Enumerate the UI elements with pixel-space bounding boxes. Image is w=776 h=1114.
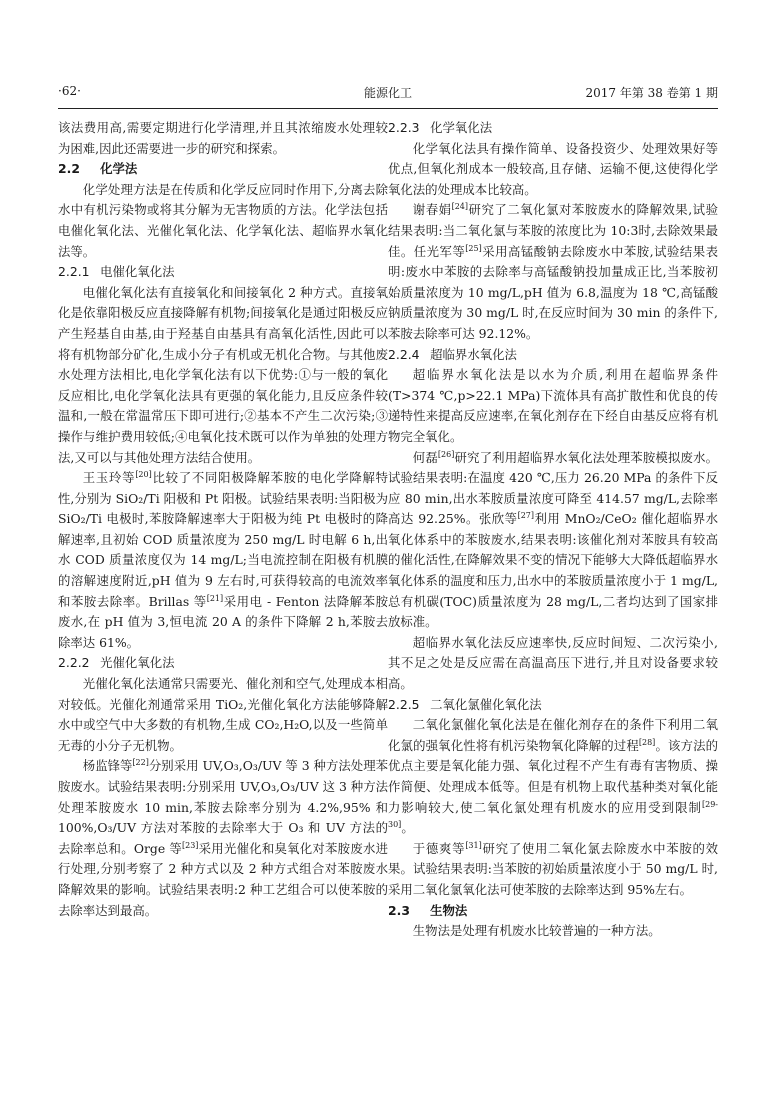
- journal-name: 能源化工: [363, 86, 412, 100]
- citation-20: [20]: [135, 469, 152, 479]
- section-heading-2-2: 2.2 化学法: [58, 161, 138, 177]
- paragraph-electrocatalysis-studies: 王玉玲等[20]比较了不同阳极降解苯胺的电化学降解特性,分别为 SiO₂/Ti 阳极和 Pt 阳极。试验结果表明:当阳极为 SiO₂/Ti 电极时,苯胺降解速率大于阳极为纯 Pt 电极时的降解速率,且初始 COD 质量浓度为 250 mg/L 时电解 6 h,出水 COD 质量浓度仅为 14 mg/L;当电流控制在阳极有机膜的溶解速度附近,pH 值为 9 左右时,可获得较高的电流效率和苯胺去除率。Brillas 等[21]采用电 - Fenton 法降解苯胺废水,在 pH 值为 3,恒电流 20 A 的条件下降解 2 h,苯胺去除率达 61%。: [58, 469, 389, 650]
- citation-24: [24]: [451, 202, 468, 212]
- paragraph-photocatalysis-studies: 杨监锋等[22]分别采用 UV,O₃,O₃/UV 等 3 种方法处理苯胺废水。试验结果表明:分别采用 UV,O₃,O₃/UV 这 3 种方法处理苯胺废水 10 min,苯胺去除率分别为 4.2%,95% 和 100%,O₃/UV 方法对苯胺的去除率大于 O₃ 和 UV 方法的去除率总和。Orge 等[23]采用光催化和臭氧化对苯胺废水进行处理,分别考察了 2 种方式以及 2 种方式组合对苯胺废水降解效果的影响。试验结果表明:2 种工艺组合可以使苯胺的去除率达到最高。: [58, 758, 388, 918]
- section-heading-2-3: 2.3 生物法: [388, 902, 468, 918]
- subsection-heading-2-2-2: 2.2.2 光催化氧化法: [58, 655, 175, 671]
- paragraph-chlorine-dioxide-study: 于德爽等[31]研究了使用二氧化氯去除废水中苯胺的效果。试验结果表明:当苯胺的初始质量浓度小于 50 mg/L 时,采用二氧化氯氧化法可使苯胺的去除率达到 95%左右。: [388, 840, 719, 897]
- citation-21: [21]: [206, 593, 224, 603]
- page-number: ·62·: [58, 84, 81, 98]
- left-column: [58, 118, 388, 921]
- header-rule: [58, 108, 718, 109]
- citation-28: [28]: [638, 737, 656, 747]
- paragraph-electrocatalysis: 电催化氧化法有直接氧化和间接氧化 2 种方式。直接氧化是依靠阳极反应直接降解有机物;间接氧化是通过阳极反应产生羟基自由基,由于羟基自由基具有高氧化活性,因此可以将有机物部分矿化,生成小分子有机或无机化合物。与其他废水处理方法相比,电化学氧化法有以下优势:①与一般的氧化反应相比,电化学氧化法具有更强的氧化能力,且反应条件较温和,一般在常温常压下即可进行;②基本不产生二次污染;③操作与维护费用较低;④电氧化技术既可以作为单独的处理方法,又可以与其他处理方法结合使用。: [58, 284, 388, 465]
- paragraph-chemical-oxidation: 化学氧化法具有操作简单、设备投资少、处理效果好等优点,但氧化剂成本一般较高,且存储、运输不便,这使得化学氧化法的处理成本比较高。: [388, 140, 718, 197]
- subsection-heading-2-2-5: 2.2.5 二氧化氯催化氧化法: [388, 696, 542, 712]
- citation-27: [27]: [517, 511, 535, 521]
- paragraph-biological: 生物法是处理有机废水比较普遍的一种方法。: [412, 923, 661, 939]
- page-header: [58, 82, 718, 104]
- paragraph-continued: 该法费用高,需要定期进行化学清理,并且其浓缩废水处理较为困难,因此还需要进一步的研究和探索。: [58, 120, 388, 156]
- paragraph-supercritical: 超临界水氧化法是以水为介质,利用在超临界条件(T>374 ℃,p>22.1 MPa)下流体具有高扩散性和优良的传递特性来提高反应速率,在氧化剂存在下经自由基反应将有机物完全氧化。: [388, 367, 718, 444]
- citation-25: [25]: [465, 243, 482, 253]
- subsection-heading-2-2-3: 2.2.3 化学氧化法: [388, 120, 493, 135]
- paragraph-supercritical-summary: 超临界水氧化法反应速率快,反应时间短、二次污染小,其不足之处是反应需在高温高压下进行,并且对设备要求较高。: [388, 634, 718, 692]
- citation-26: [26]: [437, 449, 455, 459]
- citation-31: [31]: [465, 840, 482, 850]
- paragraph-photocatalysis: 光催化氧化法通常只需要光、催化剂和空气,处理成本相对较低。光催化剂通常采用 TiO₂,光催化氧化方法能够降解水中或空气中大多数的有机物,生成 CO₂,H₂O,以及一些简单无毒的小分子无机物。: [58, 676, 388, 753]
- right-column: [388, 118, 718, 942]
- citation-23: [23]: [182, 840, 199, 850]
- subsection-heading-2-2-1: 2.2.1 电催化氧化法: [58, 264, 175, 280]
- citation-29-30: [29-30]: [388, 799, 718, 830]
- citation-22: [22]: [132, 758, 149, 768]
- paragraph-chemical-oxidation-studies: 谢春娟[24]研究了二氧化氯对苯胺废水的降解效果,试验结果表明:当二氧化氯与苯胺的浓度比为 10:3时,去除效果最佳。任光军等[25]采用高锰酸钠去除废水中苯胺,试验结果表明:废水中苯胺的去除率与高锰酸钠投加量成正比,当苯胺初始质量浓度为 10 mg/L,pH 值为 6.8,温度为 18 ℃,高锰酸钠质量浓度为 30 mg/L 时,在反应时间为 30 min 的条件下,苯胺去除率可达 92.12%。: [388, 202, 718, 341]
- issue-info: 2017 年第 38 卷第 1 期: [585, 86, 718, 100]
- paragraph-chlorine-dioxide: 二氧化氯催化氧化法是在催化剂存在的条件下利用二氧化氯的强氧化性将有机污染物氧化降解的过程[28]。该方法的优点主要是氧化能力强、氧化过程不产生有毒有害物质、操作简便、处理成本低等。但是有机物上取代基种类对氧化能力影响较大,使二氧化氯处理有机废水的应用受到限制[29-30]。: [388, 717, 719, 836]
- subsection-heading-2-2-4: 2.2.4 超临界水氧化法: [388, 346, 517, 362]
- paragraph-supercritical-studies: 何磊[26]研究了利用超临界水氧化法处理苯胺模拟废水。试验结果表明:在温度 420 ℃,压力 26.20 MPa 的条件下反应 80 min,出水苯胺质量浓度可降至 414.57 mg/L,去除率高达 92.25%。张欣等[27]利用 MnO₂/CeO₂ 催化超临界水氧化体系中的苯胺废水,结果表明:该催化剂对苯胺具有较高的催化活性,在降解效果不变的情况下能够大大降低超临界水氧化体系的温度和压力,出水中的苯胺质量浓度小于 1 mg/L,总有机碳(TOC)质量浓度为 28 mg/L,二者均达到了国家排放标准。: [388, 449, 719, 630]
- paragraph-chemical-intro: 化学处理方法是在传质和化学反应同时作用下,分离去除水中有机污染物或将其分解为无害物质的方法。化学法包括电催化氧化法、光催化氧化法、化学氧化法、超临界水氧化法等。: [58, 181, 388, 259]
